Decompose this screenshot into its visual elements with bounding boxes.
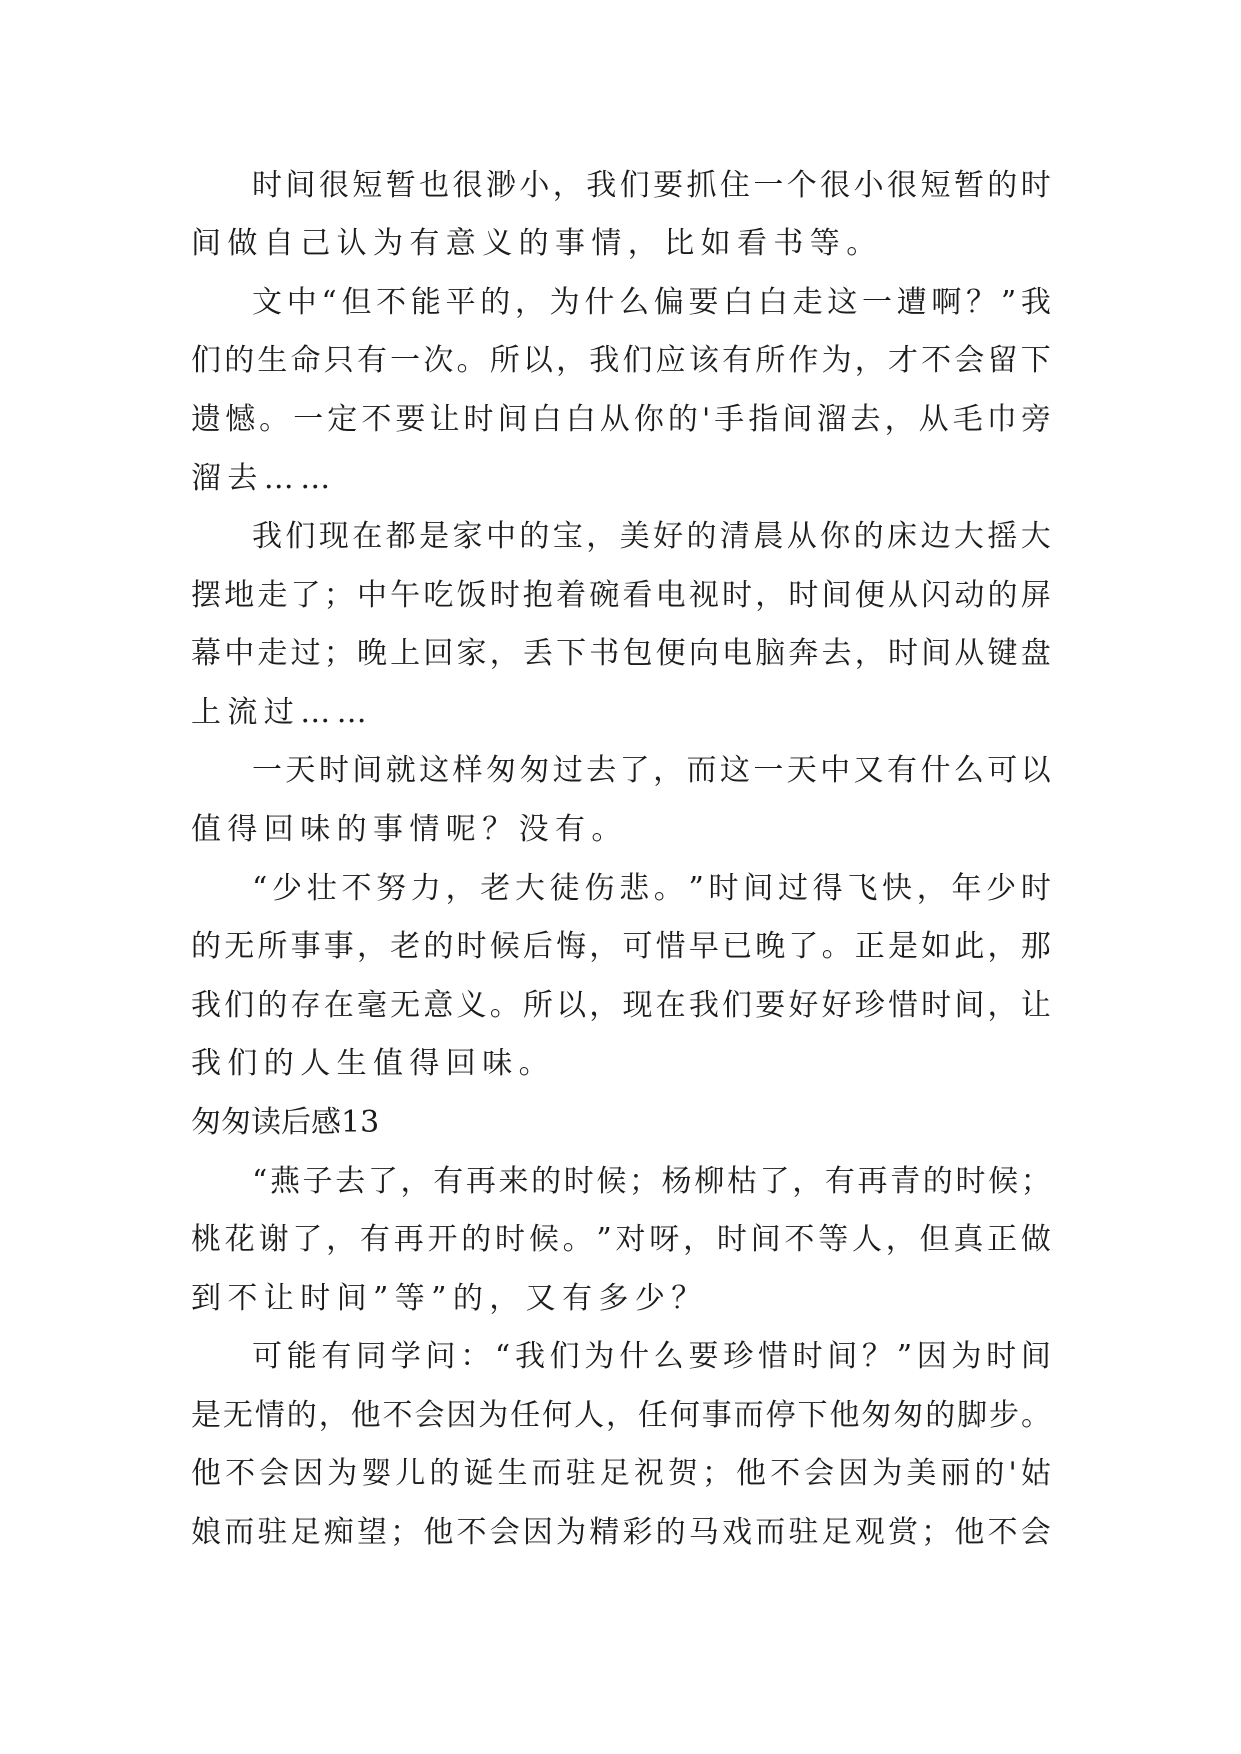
text-line: 的 无 所 事 事 ， 老 的 时 候 后 悔 ， 可 惜 早 已 晚 了 。 正 是 如 此 ， 那 [191, 929, 1051, 964]
text-line: 是 无 情 的 ， 他 不 会 因 为 任 何 人 ， 任 何 事 而 停 下 他 匆 匆 的 脚 步 。 [191, 1398, 1051, 1433]
text-line: 幕 中 走 过 ； 晚 上 回 家 ， 丢 下 书 包 便 向 电 脑 奔 去 ， 时 间 从 键 盘 [191, 636, 1051, 671]
text-line: 一 天 时 间 就 这 样 匆 匆 过 去 了 ， 而 这 一 天 中 又 有 什 么 可 以 [252, 753, 1051, 788]
section-heading: 匆匆读后感13 [191, 1105, 380, 1140]
text-line: “ 燕 子 去 了 ， 有 再 来 的 时 候 ； 杨 柳 枯 了 ， 有 再 青 的 时 候 ； [252, 1164, 1051, 1199]
text-line: 遗 憾 。 一 定 不 要 让 时 间 白 白 从 你 的 ' 手 指 间 溜 去 ， 从 毛 巾 旁 [191, 402, 1051, 437]
text-line: 值得回味的事情呢？没有。 [191, 812, 628, 847]
text-line: 摆 地 走 了 ； 中 午 吃 饭 时 抱 着 碗 看 电 视 时 ， 时 间 便 从 闪 动 的 屏 [191, 578, 1051, 613]
text-line: “ 少 壮 不 努 力 ， 老 大 徒 伤 悲 。 ” 时 间 过 得 飞 快 ， 年 少 时 [252, 871, 1051, 906]
text-line: 可 能 有 同 学 问 ： “ 我 们 为 什 么 要 珍 惜 时 间 ？ ” 因 为 时 间 [252, 1339, 1051, 1374]
text-line: 桃 花 谢 了 ， 有 再 开 的 时 候 。 ” 对 呀 ， 时 间 不 等 人 ， 但 真 正 做 [191, 1222, 1051, 1257]
text-line: 到不让时间”等”的，又有多少？ [191, 1281, 708, 1316]
text-line: 娘 而 驻 足 痴 望 ； 他 不 会 因 为 精 彩 的 马 戏 而 驻 足 观 赏 ； 他 不 会 [191, 1515, 1051, 1550]
text-line: 间做自己认为有意义的事情，比如看书等。 [191, 226, 883, 261]
text-line: 我们的人生值得回味。 [191, 1046, 555, 1081]
text-line: 我 们 的 存 在 毫 无 意 义 。 所 以 ， 现 在 我 们 要 好 好 珍 惜 时 间 ， 让 [191, 988, 1051, 1023]
text-line: 时 间 很 短 暂 也 很 渺 小 ， 我 们 要 抓 住 一 个 很 小 很 短 暂 的 时 [252, 168, 1051, 203]
text-line: 们 的 生 命 只 有 一 次 。 所 以 ， 我 们 应 该 有 所 作 为 ， 才 不 会 留 下 [191, 343, 1051, 378]
text-line: 他 不 会 因 为 婴 儿 的 诞 生 而 驻 足 祝 贺 ； 他 不 会 因 为 美 丽 的 ' 姑 [191, 1456, 1051, 1491]
text-line: 上流过…… [191, 695, 373, 730]
text-line: 溜去…… [191, 461, 337, 496]
text-line: 文 中 “ 但 不 能 平 的 ， 为 什 么 偏 要 白 白 走 这 一 遭 啊 ？ ” 我 [252, 285, 1051, 320]
text-line: 我 们 现 在 都 是 家 中 的 宝 ， 美 好 的 清 晨 从 你 的 床 边 大 摇 大 [252, 519, 1051, 554]
